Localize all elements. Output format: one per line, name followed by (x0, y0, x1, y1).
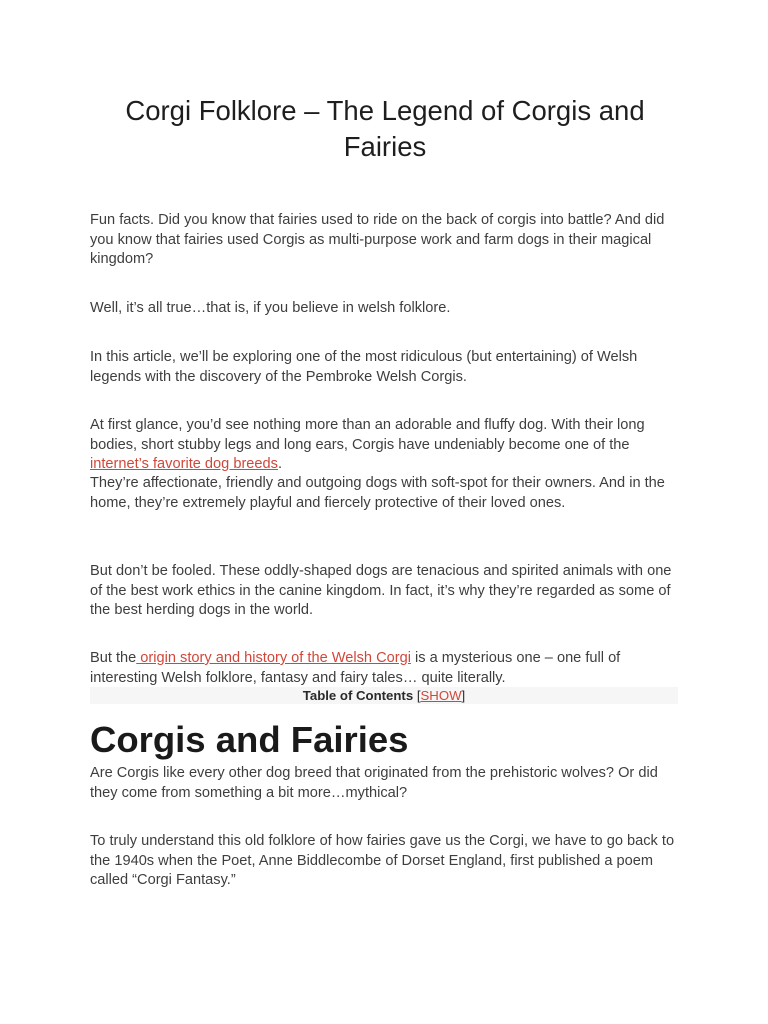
paragraph-origin-story (90, 649, 682, 688)
paragraph-first-glance (90, 416, 682, 475)
paragraph-prehistoric-wolves: Are Corgis like every other dog breed that originated from the prehistoric wolves? Or did they come from something a bit more…mythical? (90, 765, 658, 801)
paragraph-dont-be-fooled: But don’t be fooled. These oddly-shaped dogs are tenacious and spirited animals with one of the best work ethics in the canine kingdom. In fact, it’s why they’re regarded as some of the best herding dogs in the world. (90, 563, 672, 618)
paragraph-text: is a mysterious one – one full of interesting Welsh folklore, fantasy and fairy tales… quite literally. (90, 650, 621, 686)
section-heading: Corgis and Fairies (90, 719, 409, 760)
paragraph-text: But the (90, 650, 137, 666)
paragraph-fun-facts: Fun facts. Did you know that fairies used to ride on the back of corgis into battle? And did you know that fairies used Corgis as multi-purpose work and farm dogs in their magical kingdom? (90, 212, 665, 267)
toc-bracket-close: ] (461, 688, 466, 703)
paragraph-welsh-folklore: Well, it’s all true…that is, if you believe in welsh folklore. (90, 300, 451, 316)
paragraph-text: At first glance, you’d see nothing more than an adorable and fluffy dog. With their long bodies, short stubby legs and long ears, Corgis have undeniably become one of the (90, 417, 645, 453)
origin-story-link[interactable]: origin story and history of the Welsh Corgi (136, 650, 411, 666)
paragraph-text: . (277, 456, 283, 472)
paragraph-article-intro: In this article, we’ll be exploring one of the most ridiculous (but entertaining) of Welsh legends with the discovery of the Pembroke Welsh Corgis. (90, 349, 638, 385)
toc-show-link[interactable]: SHOW (420, 688, 462, 703)
paragraph-corgi-fantasy-poem: To truly understand this old folklore of how fairies gave us the Corgi, we have to go back to the 1940s when the Poet, Anne Biddlecombe of Dorset England, first published a poem called “Corgi Fantasy.” (90, 833, 675, 888)
toc-bracket-open: [ (413, 688, 421, 703)
favorite-dog-breeds-link[interactable]: internet’s favorite dog breeds (90, 456, 278, 472)
table-of-contents (90, 687, 678, 704)
paragraph-affectionate: They’re affectionate, friendly and outgoing dogs with soft-spot for their owners. And in the home, they’re extremely playful and fiercely protective of their loved ones. (90, 475, 665, 511)
toc-title: Table of Contents (302, 688, 414, 703)
page-title: Corgi Folklore – The Legend of Corgis and Fairies (125, 95, 645, 162)
